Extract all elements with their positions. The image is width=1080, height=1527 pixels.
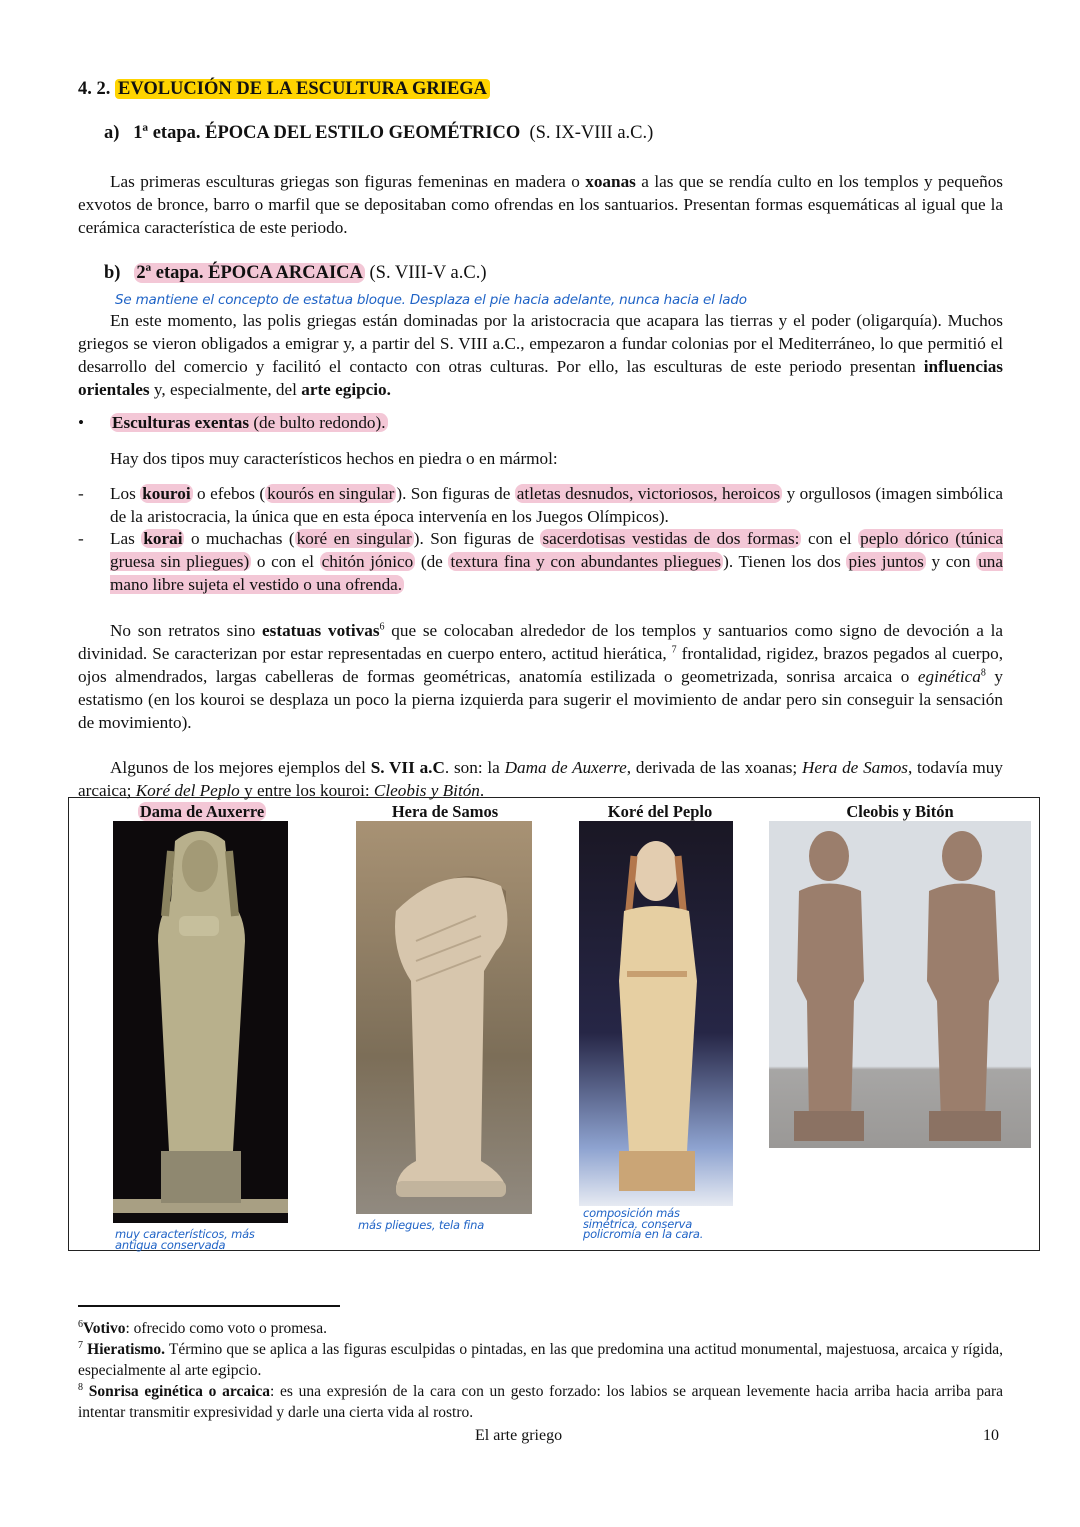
stage-a-period: (S. IX-VIII a.C.) <box>529 123 654 143</box>
text: frontalidad, rigidez, brazos pegados al cuerpo, ojos almendrados, largas cabelleras de formas geométricas, anatomía estilizada o geometrizada, sonrisa arcaica o <box>78 644 1003 686</box>
text: No son retratos sino <box>110 621 263 640</box>
text: o con el <box>251 552 320 571</box>
statue-icon <box>356 821 532 1214</box>
term-influencias: influencias orientales <box>78 357 1003 399</box>
footnote-number: 8 <box>78 1381 83 1393</box>
photo-hera-de-samos <box>356 821 532 1214</box>
footnote-term: Hieratismo. <box>87 1341 166 1358</box>
stage-b-name: ÉPOCA ARCAICA <box>208 263 363 283</box>
text: , derivada de las xoanas; <box>626 758 802 777</box>
footnote-ref[interactable]: 6 <box>379 621 385 633</box>
photo-dama-de-auxerre <box>113 821 288 1223</box>
term-korai: korai <box>143 529 183 548</box>
footnote-7 <box>78 1339 1003 1381</box>
footnote-text: : es una expresión de la cara con un gesto forzado: los labios se arquean levemente hacia arriba hacia arriba para intentar transmitir expresividad y darle una cierta vida al rostro. <box>78 1383 1004 1421</box>
text: . son: la <box>444 758 505 777</box>
footnote-text: : ofrecido como voto o promesa. <box>125 1320 327 1337</box>
handwritten-note: Se mantiene el concepto de estatua bloque. Desplaza el pie hacia adelante, nunca hacia el lado <box>115 292 747 308</box>
examples-paragraph <box>78 756 1003 802</box>
type-kouroi <box>78 482 1003 528</box>
text: ). Tienen los dos <box>723 552 847 571</box>
term-estatuas-votivas: estatuas votivas <box>262 621 380 640</box>
highlight: kourós en singular <box>267 484 395 503</box>
footnote-text: Término que se aplica a las figuras esculpidas o pintadas, en las que predomina una actitud monumental, majestuosa, arcaica y rígida, especialmente al arte egipcio. <box>78 1341 1003 1379</box>
term-arte-egipcio: arte egipcio. <box>301 380 391 399</box>
text: (de bulto redondo). <box>249 413 386 432</box>
footer-title: El arte griego <box>475 1427 563 1444</box>
stage-b-heading <box>104 262 486 285</box>
work-title: Hera de Samos <box>801 758 908 777</box>
stage-b-label: b) <box>104 263 121 283</box>
text: a las que se rendía culto en los templos y pequeños exvotos de bronce, barro o marfil que se depositaban como ofrendas en los santuarios. Presentan formas esquemáticas al igual que la cerámica característica de este periodo. <box>78 172 1003 237</box>
text: ). Son figuras de <box>396 484 515 503</box>
stage-b-period: (S. VIII-V a.C.) <box>369 263 487 283</box>
dash-marker: - <box>78 529 84 548</box>
section-number: 4. 2. <box>78 79 111 99</box>
term-xoanas: xoanas <box>585 172 636 191</box>
text: . <box>479 781 485 800</box>
text: Los <box>110 484 141 503</box>
dash-marker: - <box>78 484 84 503</box>
footnote-number: 6 <box>78 1318 83 1330</box>
highlight: sacerdotisas vestidas de dos formas: <box>542 529 800 548</box>
footnote-term: Votivo <box>83 1320 126 1337</box>
term-eginetica: eginética <box>917 667 981 686</box>
text: , todavía muy arcaica; <box>78 758 1003 800</box>
highlight: koré en singular <box>296 529 412 548</box>
work-title: Cleobis y Bitón <box>373 781 480 800</box>
text: Algunos de los mejores ejemplos del <box>110 758 371 777</box>
stage-a-label: a) <box>104 123 120 143</box>
caption-text: Dama de Auxerre <box>139 802 265 821</box>
stage-a-ordinal: 1ª etapa. <box>133 123 201 143</box>
photo-kore-del-peplo <box>579 821 733 1206</box>
footnote-separator <box>78 1305 340 1307</box>
footnote-6 <box>78 1318 1003 1339</box>
stage-b-paragraph <box>78 309 1003 401</box>
text: y estatismo (en los kouroi se desplaza un poco la pierna izquierda para sugerir el movimiento de andar pero sin conseguir la sensación de movimiento). <box>78 667 1003 732</box>
highlight: textura fina y con abundantes pliegues <box>450 552 722 571</box>
highlight: una mano libre sujeta el vestido o una ofrenda. <box>110 552 1004 594</box>
section-heading <box>78 78 490 101</box>
text: ). Son figuras de <box>413 529 541 548</box>
work-title: Koré del Peplo <box>135 781 240 800</box>
highlight: chitón jónico <box>321 552 414 571</box>
handwritten-note: muy característicos, más antigua conservada <box>115 1227 255 1252</box>
footnote-ref[interactable]: 8 <box>980 667 986 679</box>
text: y, especialmente, del <box>149 380 302 399</box>
statue-icon <box>769 821 1031 1148</box>
text: que se colocaban alrededor de los templos y santuarios como signo de devoción a la divinidad. Se caracterizan por estar representadas en cuerpo entero, actitud hierática, <box>78 621 1003 663</box>
photo-cleobis-y-biton <box>769 821 1031 1148</box>
handwritten-note: composición más simétrica. conserva policromía en la cara. <box>583 1206 704 1241</box>
text: (de <box>415 552 449 571</box>
figure-caption: Cleobis y Bitón <box>846 802 954 821</box>
text: y con <box>925 552 977 571</box>
votive-paragraph <box>78 619 1003 734</box>
figure-caption <box>127 800 277 823</box>
highlight: peplo dórico (túnica gruesa sin pliegues) <box>110 529 1003 571</box>
highlight: atletas desnudos, victoriosos, heroicos <box>516 484 781 503</box>
bold-text: S. VII a.C <box>370 758 445 777</box>
stage-a-heading <box>104 122 653 145</box>
stage-a-paragraph <box>78 170 1003 239</box>
page-number: 10 <box>983 1427 999 1444</box>
figure-caption: Hera de Samos <box>391 802 499 821</box>
text: En este momento, las polis griegas están dominadas por la aristocracia que acapara las tierras y el poder (oligarquía). Muchos griegos se vieron obligados a emigrar y, a partir del S. VIII a.C., empezaron a fundar colonias por el Mediterráneo, lo que permitió el desarrollo del comercio y facilitó el contacto con otras culturas. Por ello, las esculturas de este periodo presentan <box>78 311 1003 376</box>
statue-icon <box>579 821 733 1206</box>
types-intro: Hay dos tipos muy característicos hechos en piedra o en mármol: <box>110 449 558 468</box>
type-korai <box>78 527 1003 596</box>
footnote-ref[interactable]: 7 <box>671 644 677 656</box>
bullet-icon: • <box>78 413 85 432</box>
text: y orgullosos (imagen simbólica de la aristocracia, la única que en esta época intervenía en los Juegos Olímpicos). <box>110 484 1003 526</box>
text: Las primeras esculturas griegas son figuras femeninas en madera o <box>110 172 586 191</box>
term-kouroi: kouroi <box>142 484 191 503</box>
bullet-title: Esculturas exentas <box>112 413 250 432</box>
highlight: pies juntos <box>848 552 924 571</box>
work-title: Dama de Auxerre <box>504 758 627 777</box>
text: y entre los kouroi: <box>239 781 374 800</box>
bullet-item <box>78 411 388 434</box>
footnote-8 <box>78 1381 1003 1423</box>
footnote-term: Sonrisa eginética o arcaica <box>88 1383 271 1400</box>
stage-a-name: ÉPOCA DEL ESTILO GEOMÉTRICO <box>205 123 521 143</box>
stage-b-ordinal: 2ª etapa. <box>136 263 204 283</box>
figure-caption: Koré del Peplo <box>607 802 713 821</box>
footnote-number: 7 <box>78 1339 83 1351</box>
handwritten-note: más pliegues, tela fina <box>358 1218 485 1232</box>
text: o efebos ( <box>192 484 266 503</box>
section-title: EVOLUCIÓN DE LA ESCULTURA GRIEGA <box>115 79 490 99</box>
text: con el <box>801 529 859 548</box>
text: Las <box>110 529 142 548</box>
statue-icon <box>113 821 288 1223</box>
text: o muchachas ( <box>184 529 295 548</box>
